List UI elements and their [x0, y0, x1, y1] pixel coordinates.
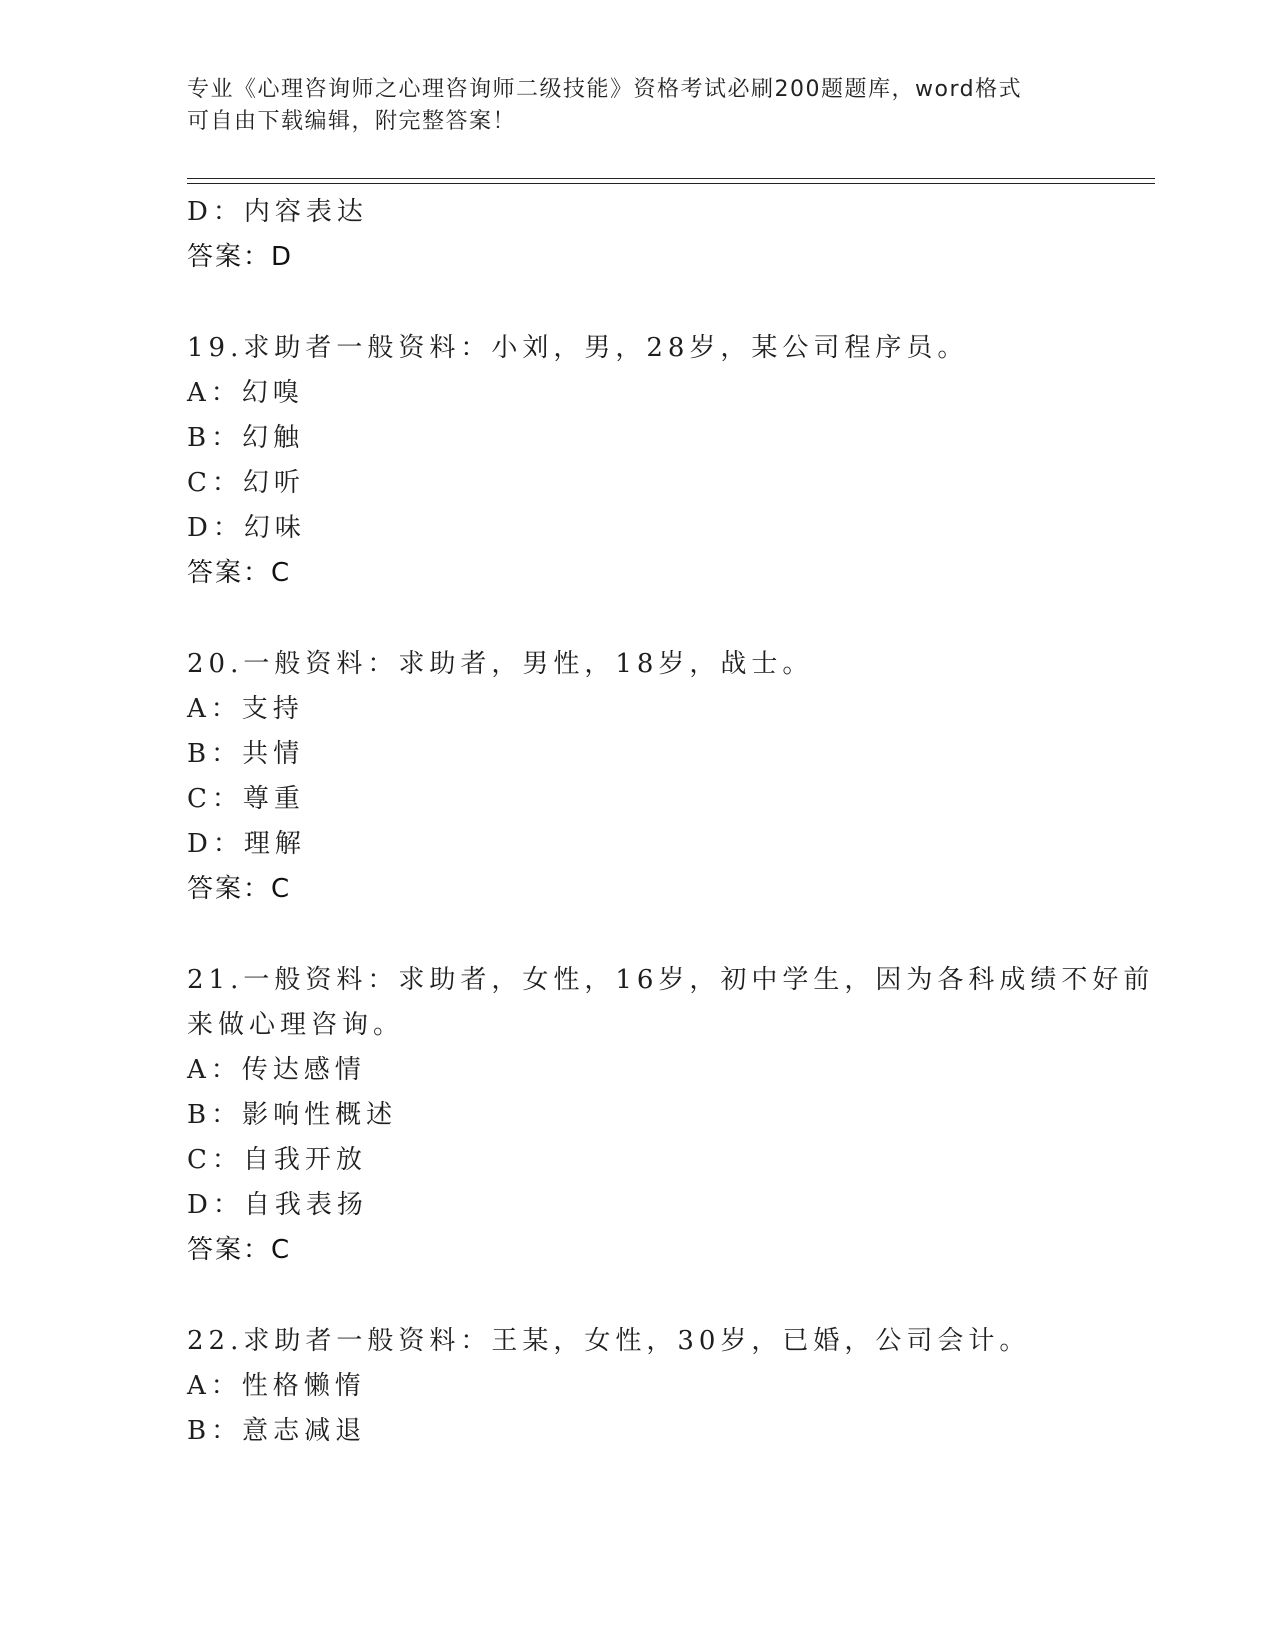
- answer-line: 答案：C: [187, 874, 292, 904]
- option-a: A：性格懒惰: [187, 1371, 366, 1401]
- option-a: A：传达感情: [187, 1055, 366, 1085]
- question-stem-line-1: 21.一般资料：求助者，女性，16岁，初中学生，因为各科成绩不好前: [187, 965, 1155, 995]
- header-line-1: 专业《心理咨询师之心理咨询师二级技能》资格考试必刷200题题库，word格式: [187, 77, 1023, 102]
- option-b: B：共情: [187, 739, 305, 769]
- answer-line: 答案：D: [187, 242, 294, 272]
- option-b: B：意志减退: [187, 1416, 367, 1446]
- option-b: B：幻触: [187, 423, 305, 453]
- question-stem: 20.一般资料：求助者，男性，18岁，战士。: [187, 649, 814, 679]
- question-22: [187, 1319, 1087, 1454]
- question-stem: 22.求助者一般资料：王某，女性，30岁，已婚，公司会计。: [187, 1326, 1031, 1356]
- option-d: D：理解: [187, 829, 306, 859]
- option-c: C：尊重: [187, 784, 305, 814]
- header-line-2: 可自由下载编辑，附完整答案！: [187, 109, 517, 134]
- question-19: [187, 326, 1087, 596]
- option-c: C：幻听: [187, 468, 305, 498]
- header-divider-bottom: [187, 183, 1155, 184]
- option-a: A：支持: [187, 694, 304, 724]
- document-header: [187, 74, 1067, 138]
- option-b: B：影响性概述: [187, 1100, 398, 1130]
- answer-line: 答案：C: [187, 558, 292, 588]
- option-d: D：自我表扬: [187, 1190, 368, 1220]
- question-18-fragment: [187, 190, 1087, 280]
- question-20: [187, 642, 1087, 912]
- question-content: [187, 190, 1155, 1454]
- option-d: D：幻味: [187, 513, 306, 543]
- header-divider-top: [187, 178, 1155, 179]
- option-c: C：自我开放: [187, 1145, 367, 1175]
- question-21: [187, 958, 1155, 1273]
- question-stem-line-2: 来做心理咨询。: [187, 1010, 405, 1040]
- question-stem: 19.求助者一般资料：小刘，男，28岁，某公司程序员。: [187, 333, 969, 363]
- answer-line: 答案：C: [187, 1235, 292, 1265]
- option-d: D：内容表达: [187, 197, 368, 227]
- option-a: A：幻嗅: [187, 378, 304, 408]
